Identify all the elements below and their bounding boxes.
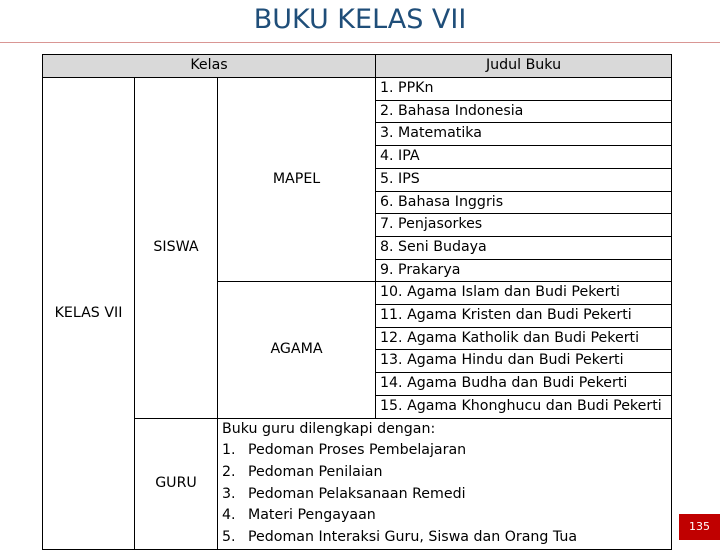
book-item: 9. Prakarya (376, 259, 672, 282)
guru-cell: GURU (135, 418, 218, 549)
guru-item-text: Pedoman Interaksi Guru, Siswa dan Orang Tua (248, 529, 578, 546)
page-title: BUKU KELAS VII (253, 4, 467, 35)
book-item: 5. IPS (376, 168, 672, 191)
guru-item-number: 1. (222, 442, 236, 459)
book-item: 4. IPA (376, 146, 672, 169)
book-item: 7. Penjasorkes (376, 214, 672, 237)
title-divider (0, 42, 720, 43)
book-item: 14. Agama Budha dan Budi Pekerti (376, 373, 672, 396)
guru-item-text: Materi Pengayaan (248, 507, 376, 524)
book-item: 1. PPKn (376, 78, 672, 101)
guru-item-number: 5. (222, 529, 236, 546)
guru-item-text: Pedoman Pelaksanaan Remedi (248, 485, 466, 502)
guru-item-number: 2. (222, 463, 236, 480)
header-judul-buku: Judul Buku (376, 55, 672, 78)
guru-books-cell (218, 418, 672, 549)
book-item: 13. Agama Hindu dan Budi Pekerti (376, 350, 672, 373)
page-number-badge: 135 (679, 514, 720, 540)
agama-cell: AGAMA (218, 282, 376, 418)
guru-list-item (222, 462, 667, 484)
kelas-cell: KELAS VII (43, 78, 135, 550)
book-item: 12. Agama Katholik dan Budi Pekerti (376, 327, 672, 350)
siswa-cell: SISWA (135, 78, 218, 419)
guru-item-text: Pedoman Proses Pembelajaran (248, 442, 467, 459)
book-item: 8. Seni Budaya (376, 236, 672, 259)
header-kelas: Kelas (43, 55, 376, 78)
guru-item-text: Pedoman Penilaian (248, 463, 383, 480)
book-item: 6. Bahasa Inggris (376, 191, 672, 214)
book-item: 3. Matematika (376, 123, 672, 146)
book-item: 2. Bahasa Indonesia (376, 100, 672, 123)
guru-item-number: 3. (222, 485, 236, 502)
book-item: 10. Agama Islam dan Budi Pekerti (376, 282, 672, 305)
guru-intro: Buku guru dilengkapi dengan: (222, 420, 436, 437)
guru-list-item (222, 505, 667, 527)
guru-list-item (222, 440, 667, 462)
mapel-cell: MAPEL (218, 78, 376, 282)
book-item: 15. Agama Khonghucu dan Budi Pekerti (376, 395, 672, 418)
guru-list-item (222, 484, 667, 506)
book-item: 11. Agama Kristen dan Budi Pekerti (376, 305, 672, 328)
guru-list-item (222, 527, 667, 549)
guru-item-number: 4. (222, 507, 236, 524)
book-table (42, 54, 672, 550)
